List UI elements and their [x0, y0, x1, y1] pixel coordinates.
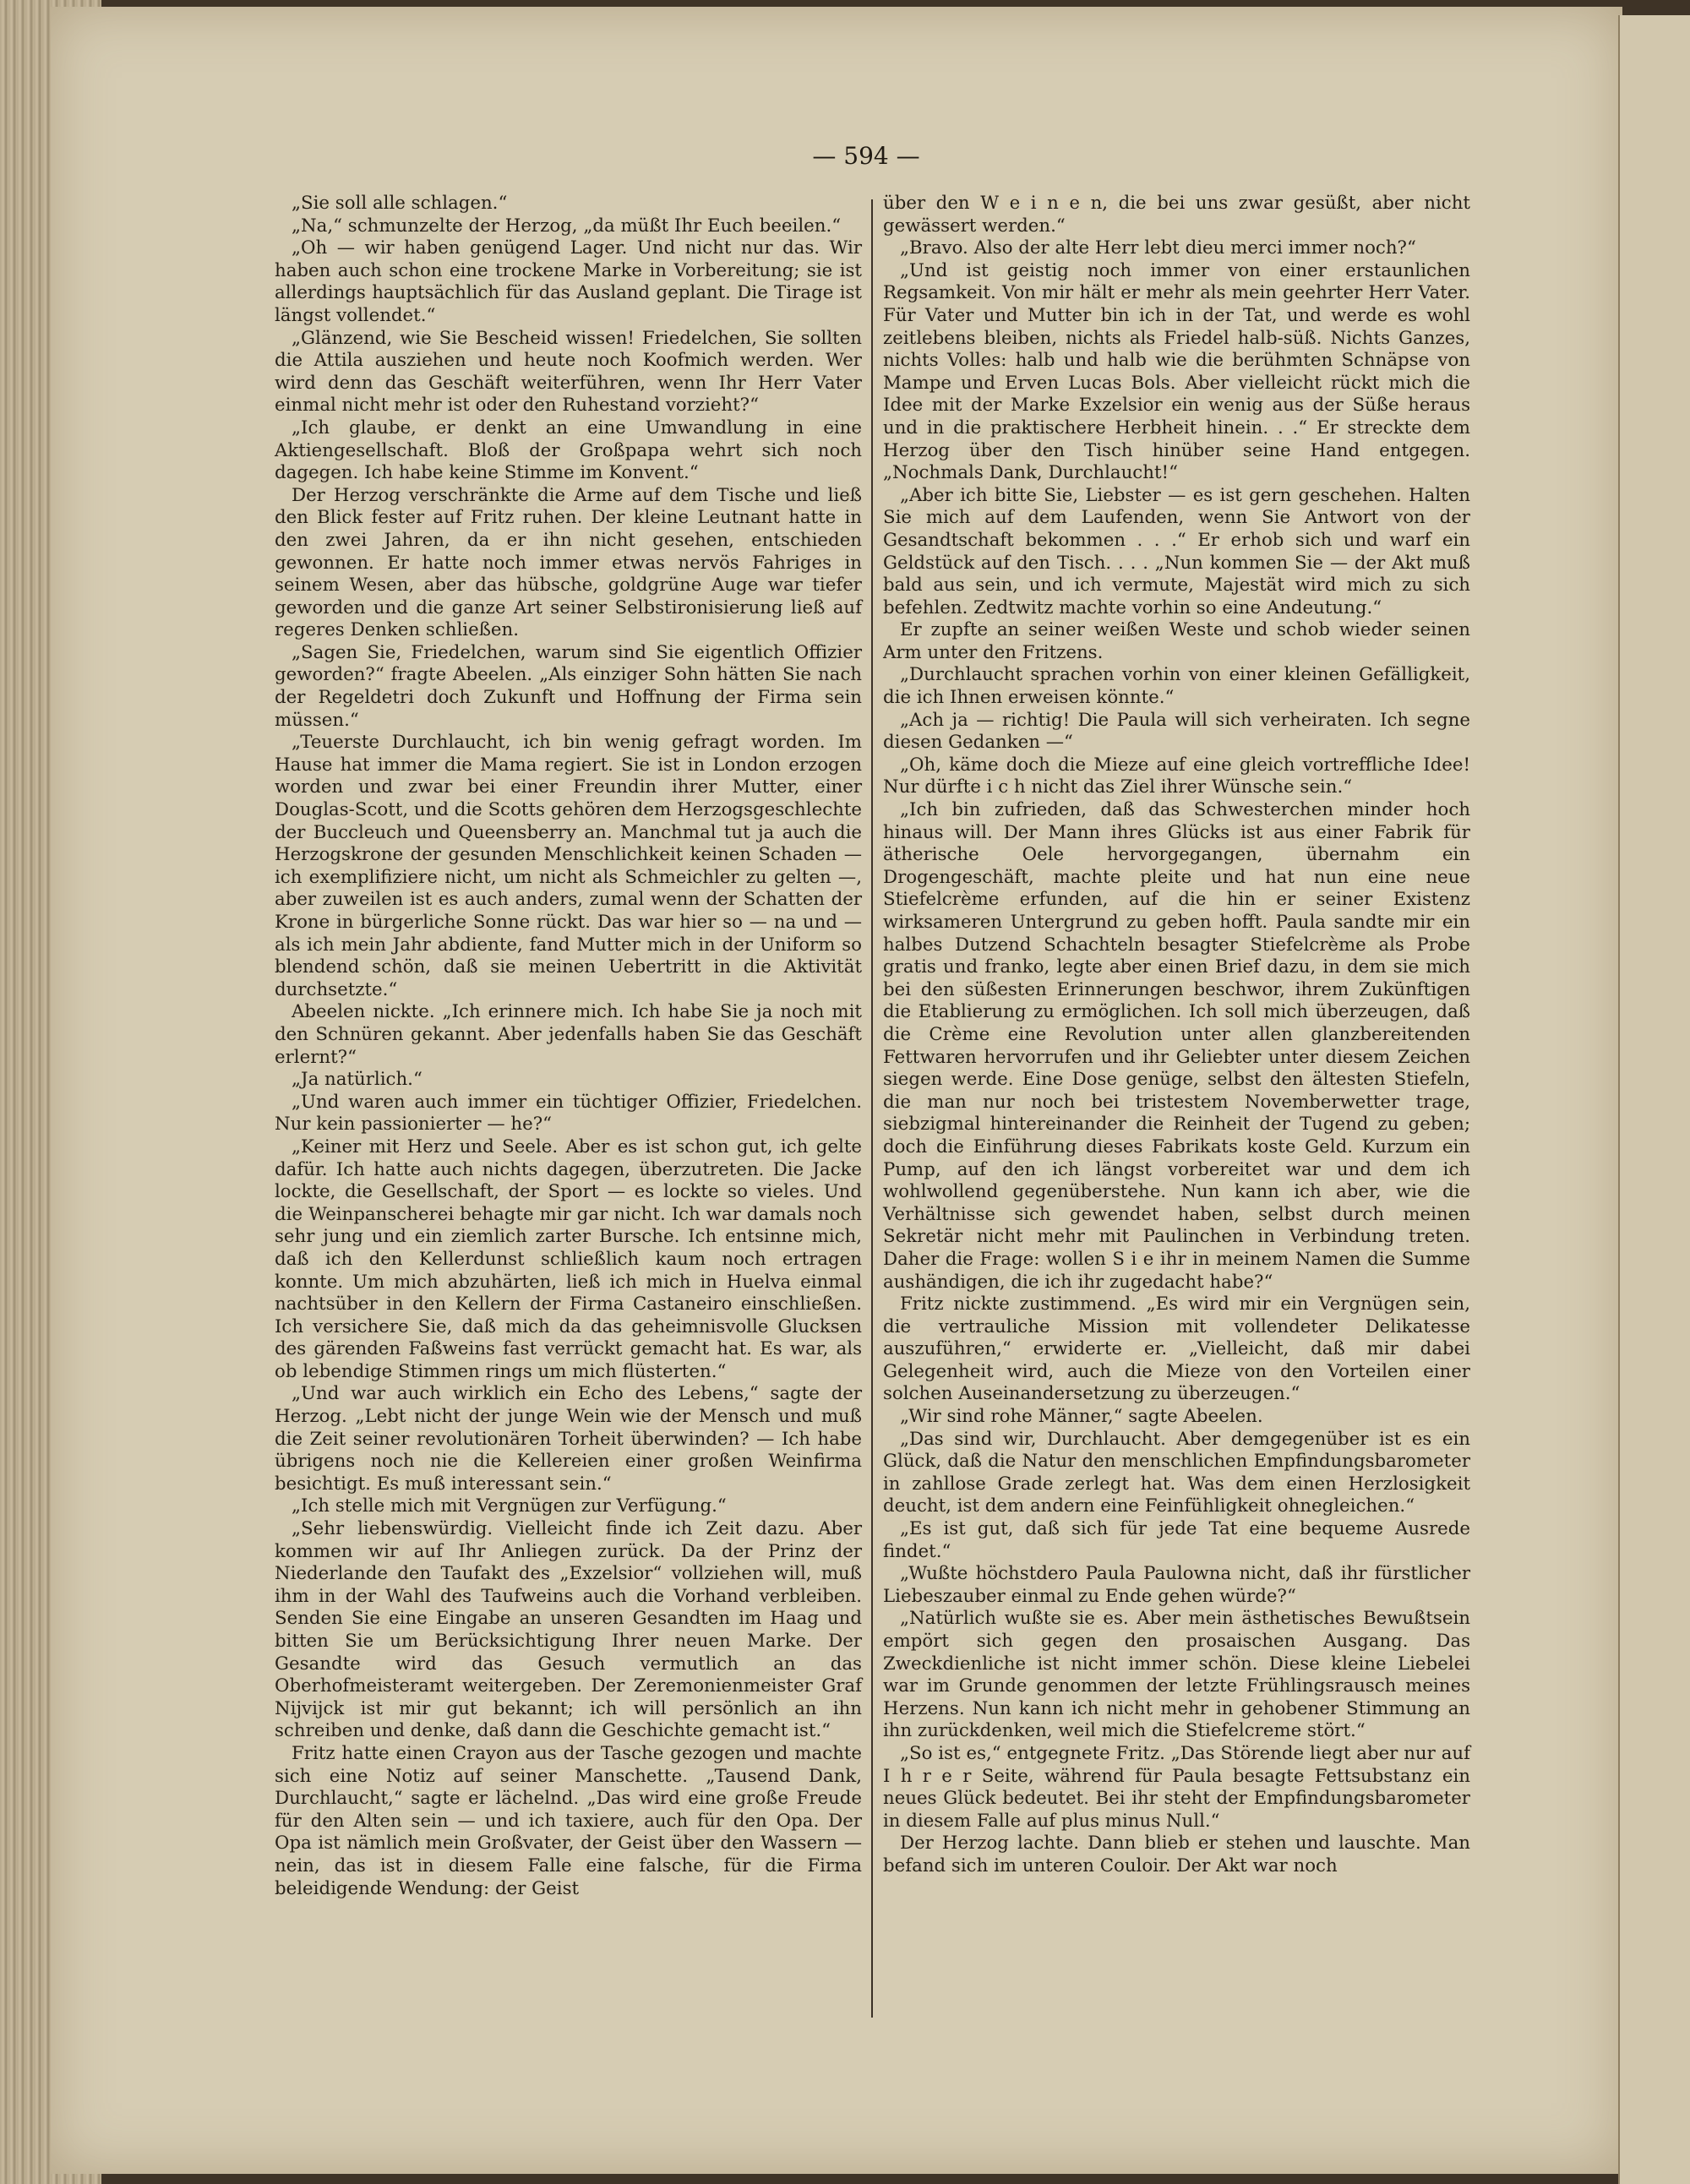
- paragraph: „Glänzend, wie Sie Bescheid wissen! Friedelchen, Sie sollten die Attila ausziehen und heute noch Koofmich werden. Wer wird denn das Geschäft weiterführen, wenn Ihr Herr Vater einmal nicht mehr ist oder den Ruhestand vorzieht?“: [275, 327, 862, 417]
- left-column: [275, 193, 862, 1900]
- paragraph: „Natürlich wußte sie es. Aber mein ästhetisches Bewußtsein empört sich gegen den prosaischen Ausgang. Das Zweckdienliche ist nicht immer schön. Diese kleine Liebelei war im Grunde genommen der letzte Frühlingsrausch meines Herzens. Nun kann ich nicht mehr in gehobener Stimmung an ihn zurückdenken, weil mich die Stiefelcreme stört.“: [883, 1608, 1470, 1742]
- paragraph: „Ich glaube, er denkt an eine Umwandlung in eine Aktiengesellschaft. Bloß der Großpapa wehrt sich noch dagegen. Ich habe keine Stimme im Konvent.“: [275, 417, 862, 484]
- paragraph: „Keiner mit Herz und Seele. Aber es ist schon gut, ich gelte dafür. Ich hatte auch nichts dagegen, überzutreten. Die Jacke lockte, die Gesellschaft, der Sport — es lockte so vieles. Und die Weinpanscherei behagte mir gar nicht. Ich war damals noch sehr jung und ein ziemlich zarter Bursche. Ich entsinne mich, daß ich den Kellerdunst schließlich kaum noch ertragen konnte. Um mich abzuhärten, ließ ich mich in Huelva einmal nachtsüber in den Kellern der Firma Castaneiro einschließen. Ich versichere Sie, daß mich da das geheimnisvolle Glucksen des gärenden Faßweins fast verrückt gemacht hat. Es war, als ob lebendige Stimmen rings um mich flüsterten.“: [275, 1136, 862, 1382]
- paragraph: „Ich bin zufrieden, daß das Schwesterchen minder hoch hinaus will. Der Mann ihres Glücks ist aus einer Fabrik für ätherische Oele hervorgegangen, übernahm ein Drogengeschäft, machte pleite und hat nun eine neue Stiefelcrème erfunden, auf die hin er seiner Existenz wirksameren Untergrund zu geben hofft. Paula sandte mir ein halbes Dutzend Schachteln besagter Stiefelcrème als Probe gratis und franko, legte aber einen Brief dazu, in dem sie mich bei den süßesten Erinnerungen beschwor, ihrem Zukünftigen die Etablierung zu ermöglichen. Ich soll mich überzeugen, daß die Crème eine Revolution unter allen glanzbereitenden Fettwaren hervorrufen und ihr Geliebter unter diesem Zeichen siegen werde. Eine Dose genüge, selbst den ältesten Stiefeln, die man nur noch bei tristestem Novemberwetter trage, siebzigmal hintereinander die Reinheit der Tugend zu geben; doch die Einführung dieses Fabrikats koste Geld. Kurzum ein Pump, auf den ich längst vorbereitet war und dem ich wohlwollend gegenüberstehe. Nun kann ich aber, wie die Verhältnisse sich gewendet haben, selbst durch meinen Sekretär nicht mehr mit Paulinchen in Verbindung treten. Daher die Frage: wollen S i e ihr in meinem Namen die Summe aushändigen, die ich ihr zugedacht habe?“: [883, 799, 1470, 1293]
- right-column: [883, 193, 1470, 1878]
- paragraph: „Und waren auch immer ein tüchtiger Offizier, Friedelchen. Nur kein passionierter — he?“: [275, 1091, 862, 1136]
- paragraph: „Ach ja — richtig! Die Paula will sich verheiraten. Ich segne diesen Gedanken —“: [883, 709, 1470, 754]
- paragraph: „Sehr liebenswürdig. Vielleicht finde ich Zeit dazu. Aber kommen wir auf Ihr Anliegen zurück. Da der Prinz der Niederlande den Taufakt des „Exzelsior“ vollziehen will, muß ihm in der Wahl des Taufweins auch die Vorhand verbleiben. Senden Sie eine Eingabe an unseren Gesandten im Haag und bitten Sie um Berücksichtigung Ihrer neuen Marke. Der Gesandte wird das Gesuch vermutlich an das Oberhofmeisteramt weitergeben. Der Zeremonienmeister Graf Nijvijck ist mir gut bekannt; ich will persönlich an ihn schreiben und denke, daß dann die Geschichte gemacht ist.“: [275, 1518, 862, 1742]
- paragraph: Der Herzog lachte. Dann blieb er stehen und lauschte. Man befand sich im unteren Couloir. Der Akt war noch: [883, 1833, 1470, 1876]
- paragraph: „Ja natürlich.“: [292, 1069, 422, 1091]
- paragraph: „Durchlaucht sprachen vorhin von einer kleinen Gefälligkeit, die ich Ihnen erweisen könnte.“: [883, 664, 1470, 709]
- paragraph-continued: über den W e i n e n, die bei uns zwar gesüßt, aber nicht gewässert werden.“: [883, 193, 1470, 237]
- paragraph: „Oh — wir haben genügend Lager. Und nicht nur das. Wir haben auch schon eine trockene Marke in Vorbereitung; sie ist allerdings hauptsächlich für das Ausland geplant. Die Tirage ist längst vollendet.“: [275, 237, 862, 326]
- paragraph: Fritz nickte zustimmend. „Es wird mir ein Vergnügen sein, die vertrauliche Mission mit vollendeter Delikatesse auszuführen,“ erwiderte er. „Vielleicht, daß mir dabei Gelegenheit wird, auch die Mieze von den Vorteilen einer solchen Auseinandersetzung zu überzeugen.“: [883, 1294, 1470, 1405]
- paragraph: Fritz hatte einen Crayon aus der Tasche gezogen und machte sich eine Notiz auf seiner Manschette. „Tausend Dank, Durchlaucht,“ sagte er lächelnd. „Das wird eine große Freude für den Alten sein — und ich taxiere, auch für den Opa. Der Opa ist nämlich mein Großvater, der Geist über den Wassern — nein, das ist in diesem Falle eine falsche, für die Firma beleidigende Wendung: der Geist: [275, 1742, 862, 1899]
- paragraph: „Wußte höchstdero Paula Paulowna nicht, daß ihr fürstlicher Liebeszauber einmal zu Ende gehen würde?“: [883, 1563, 1470, 1607]
- adjacent-page-edge: [1618, 15, 1690, 2184]
- paragraph: „Na,“ schmunzelte der Herzog, „da müßt Ihr Euch beeilen.“: [292, 215, 842, 237]
- paragraph: „Oh, käme doch die Mieze auf eine gleich vortreffliche Idee! Nur dürfte i c h nicht das Ziel ihrer Wünsche sein.“: [883, 754, 1470, 798]
- paragraph: „Teuerste Durchlaucht, ich bin wenig gefragt worden. Im Hause hat immer die Mama regiert. Sie ist in London erzogen worden und zwar bei einer Freundin ihrer Mutter, einer Douglas-Scott, und die Scotts gehören dem Herzogsgeschlechte der Buccleuch und Queensberry an. Manchmal tut ja auch die Herzogskrone der gesunden Menschlichkeit keinen Schaden — ich exemplifiziere nicht, um nicht als Schmeichler zu gelten —, aber zuweilen ist es auch anders, zumal wenn der Schatten der Krone in bürgerliche Sonne rückt. Das war hier so — na und — als ich mein Jahr abdiente, fand Mutter mich in der Uniform so blendend schön, daß sie meinen Uebertritt in die Aktivität durchsetzte.“: [275, 732, 862, 1000]
- paragraph: Er zupfte an seiner weißen Weste und schob wieder seinen Arm unter den Fritzens.: [883, 619, 1470, 663]
- paragraph: „Aber ich bitte Sie, Liebster — es ist gern geschehen. Halten Sie mich auf dem Laufenden, wenn Sie Antwort von der Gesandtschaft bekommen . . .“ Er erhob sich und warf ein Geldstück auf den Tisch. . . . „Nun kommen Sie — der Akt muß bald aus sein, und ich vermute, Majestät wird mich zu sich befehlen. Zedtwitz machte vorhin so eine Andeutung.“: [883, 484, 1470, 618]
- paragraph: Abeelen nickte. „Ich erinnere mich. Ich habe Sie ja noch mit den Schnüren gekannt. Aber jedenfalls haben Sie das Geschäft erlernt?“: [275, 1001, 862, 1068]
- paragraph: „Ich stelle mich mit Vergnügen zur Verfügung.“: [292, 1495, 727, 1517]
- column-divider: [871, 199, 873, 2018]
- paragraph: Der Herzog verschränkte die Arme auf dem Tische und ließ den Blick fester auf Fritz ruhen. Der kleine Leutnant hatte in den zwei Jahren, da er ihn nicht gesehen, entschieden gewonnen. Er hatte noch immer etwas nervös Fahriges in seinem Wesen, aber das hübsche, goldgrüne Auge war tiefer geworden und die ganze Art seiner Selbstironisierung ließ auf regeres Denken schließen.: [275, 484, 862, 641]
- paragraph: „Das sind wir, Durchlaucht. Aber demgegenüber ist es ein Glück, daß die Natur den menschlichen Empfindungsbarometer in zahllose Grade zerlegt hat. Was dem einen Herzlosigkeit deucht, ist dem andern eine Feinfühligkeit ohnegleichen.“: [883, 1428, 1470, 1517]
- page-number: — 594 —: [812, 142, 920, 170]
- paragraph: „Und ist geistig noch immer von einer erstaunlichen Regsamkeit. Von mir hält er mehr als mein geehrter Herr Vater. Für Vater und Mutter bin ich in der Tat, und werde es wohl zeitlebens bleiben, nichts als Friedel halb-süß. Nichts Ganzes, nichts Volles: halb und halb wie die berühmten Schnäpse von Mampe und Erven Lucas Bols. Aber vielleicht rückt mich die Idee mit der Marke Exzelsior ein wenig aus der Süße heraus und in die praktischere Herbheit hinein. . .“ Er streckte dem Herzog über den Tisch hinüber seine Hand entgegen. „Nochmals Dank, Durchlaucht!“: [883, 259, 1470, 484]
- paragraph: „Es ist gut, daß sich für jede Tat eine bequeme Ausrede findet.“: [883, 1518, 1470, 1562]
- paragraph: „Sagen Sie, Friedelchen, warum sind Sie eigentlich Offizier geworden?“ fragte Abeelen. „Als einziger Sohn hätten Sie nach der Regeldetri doch Zukunft und Hoffnung der Firma sein müssen.“: [275, 641, 862, 731]
- paragraph: „Wir sind rohe Männer,“ sagte Abeelen.: [900, 1406, 1263, 1428]
- paragraph: „Und war auch wirklich ein Echo des Lebens,“ sagte der Herzog. „Lebt nicht der junge Wein wie der Mensch und muß die Zeit seiner revolutionären Torheit überwinden? — Ich habe übrigens noch nie die Kellereien einer großen Weinfirma besichtigt. Es muß interessant sein.“: [275, 1383, 862, 1495]
- paragraph: „So ist es,“ entgegnete Fritz. „Das Störende liegt aber nur auf I h r e r Seite, während für Paula besagte Fettsubstanz ein neues Glück bedeutet. Bei ihr steht der Empfindungsbarometer in diesem Falle auf plus minus Null.“: [883, 1742, 1470, 1832]
- paragraph: „Bravo. Also der alte Herr lebt dieu merci immer noch?“: [900, 237, 1416, 259]
- paragraph: „Sie soll alle schlagen.“: [292, 193, 508, 214]
